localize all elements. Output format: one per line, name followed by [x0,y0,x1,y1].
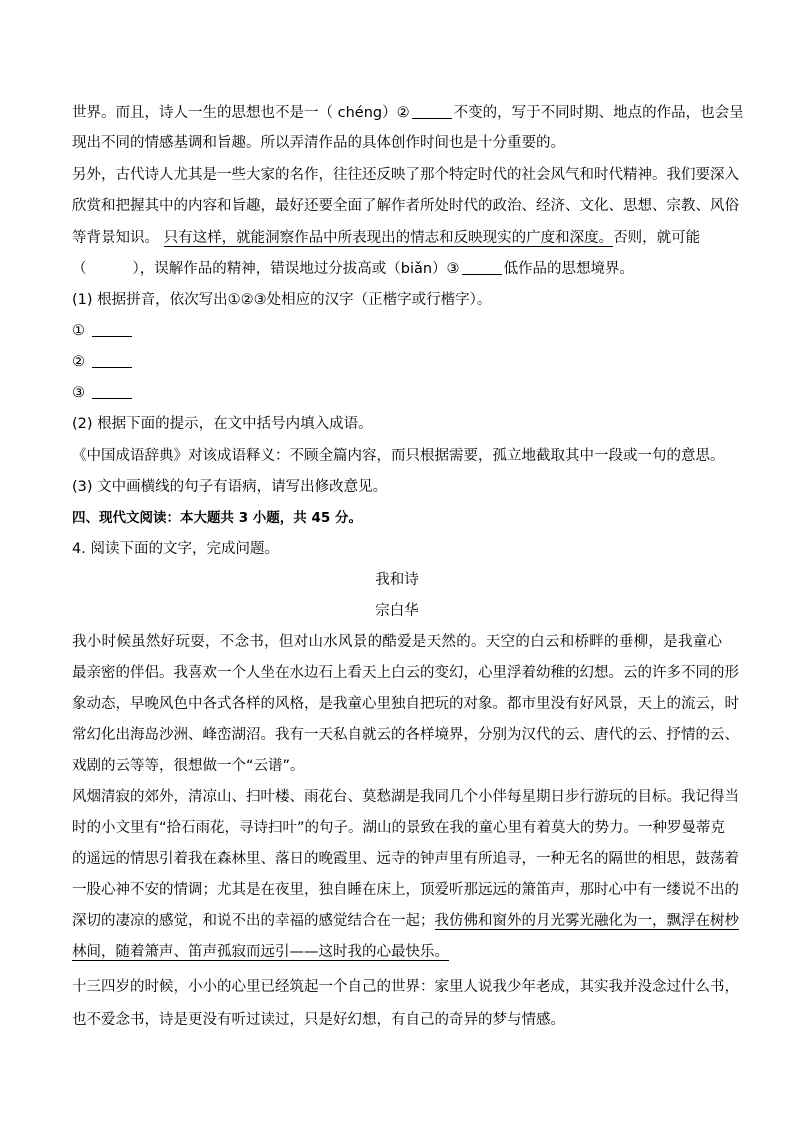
essay-line: 我小时候虽然好玩耍，不念书，但对山水风景的酷爱是天然的。天空的白云和桥畔的垂柳，是我童心 [72,634,722,650]
essay-line: 十三四岁的时候，小小的心里已经筑起一个自己的世界：家里人说我少年老成，其实我并没念过什么书， [72,979,739,995]
answer-blank-3-field[interactable] [92,384,132,399]
answer-line-2 [72,352,722,372]
question-3: (3) 文中画横线的句子有语病，请写出修改意见。 [72,479,388,495]
essay-line [72,911,739,931]
passage-line-1 [72,103,744,123]
essay-line: 风烟清寂的郊外，清凉山、扫叶楼、雨花台、莫愁湖是我同几个小伴每星期日步行游玩的目标。我记得当 [72,789,739,805]
passage-line-2: 现出不同的情感基调和旨趣。所以弄清作品的具体创作时间也是十分重要的。 [72,135,565,151]
answer-label-2: ② [72,354,85,370]
underlined-sentence: 林间，随着箫声、笛声孤寂而远引——这时我的心最快乐。 [72,944,449,960]
essay-line: 戏剧的云等等，很想做一个“云谱”。 [72,758,305,774]
passage-line-4: 欣赏和把握其中的内容和旨趣，最好还要全面了解作者所处时代的政治、经济、文化、思想、宗教、风俗 [72,198,739,214]
essay-line: 象动态，早晚风色中各式各样的风格，是我童心里独自把玩的对象。都市里没有好风景，天上的流云，时 [72,696,739,712]
text-segment: 世界。而且，诗人一生的思想也不是一（ chéng）② [72,105,410,121]
essay-line: 的遥远的情思引着我在森林里、落日的晚霞里、远寺的钟声里有所追寻，一种无名的隔世的相思，鼓荡着 [72,851,739,867]
essay-line: 也不爱念书，诗是更没有听过读过，只是好幻想，有自己的奇异的梦与情感。 [72,1012,565,1028]
question-2: (2) 根据下面的提示，在文中括号内填入成语。 [72,416,373,432]
essay-line: 时的小文里有“拾石雨花，寻诗扫叶”的句子。湖山的景致在我的童心里有着莫大的势力。一种罗曼蒂克 [72,820,726,836]
essay-line [72,942,722,962]
text-segment: （ [72,261,87,277]
essay-line: 最亲密的伴侣。我喜欢一个人坐在水边石上看天上白云的变幻，心里浮着幼稚的幻想。云的许多不同的形 [72,665,739,681]
text-segment: 否则，就可能 [613,230,701,246]
section-heading: 四、现代文阅读：本大题共 3 小题，共 45 分。 [72,510,362,526]
question-2-hint: 《中国成语辞典》对该成语释义：不顾全篇内容，而只根据需要，孤立地截取其中一段或一句的意思。 [72,448,725,464]
question-1: (1) 根据拼音，依次写出①②③处相应的汉字（正楷字或行楷字）。 [72,292,492,308]
question-4: 4. 阅读下面的文字，完成问题。 [72,541,279,557]
underlined-sentence: 只有这样，就能洞察作品中所表现出的情志和反映现实的广度和深度。 [163,230,614,246]
text-segment: 不变的，写于不同时期、地点的作品，也会呈 [453,105,744,121]
answer-line-3 [72,383,722,403]
answer-label-1: ① [72,323,85,339]
answer-line-1 [72,321,722,341]
answer-blank-3[interactable] [462,260,502,275]
answer-blank-1-field[interactable] [92,322,132,337]
text-segment: 深切的凄凉的感觉，和说不出的幸福的感觉结合在一起； [72,913,435,929]
text-segment: 等背景知识。 [72,230,159,246]
essay-title: 我和诗 [375,572,419,588]
essay-author: 宗白华 [375,603,419,619]
passage-line-3: 另外，古代诗人尤其是一些大家的名作，往往还反映了那个特定时代的社会风气和时代精神。我们要深入 [72,167,739,183]
answer-label-3: ③ [72,385,85,401]
passage-line-6 [72,259,722,279]
passage-line-5 [72,228,722,248]
answer-blank-2[interactable] [412,104,452,119]
underlined-sentence: 我仿佛和窗外的月光雾光融化为一，飘浮在树杪 [434,913,739,929]
text-segment: 低作品的思想境界。 [503,261,635,277]
text-segment: ），误解作品的精神，错误地过分拔高或（biǎn）③ [132,261,460,277]
essay-line: 一股心神不安的情调；尤其是在夜里，独自睡在床上，顶爱听那远远的箫笛声，那时心中有一缕说不出的 [72,882,739,898]
essay-line: 常幻化出海岛沙洲、峰峦湖沼。我有一天私自就云的各样境界，分别为汉代的云、唐代的云、抒情的云、 [72,727,739,743]
answer-blank-2-field[interactable] [92,353,132,368]
